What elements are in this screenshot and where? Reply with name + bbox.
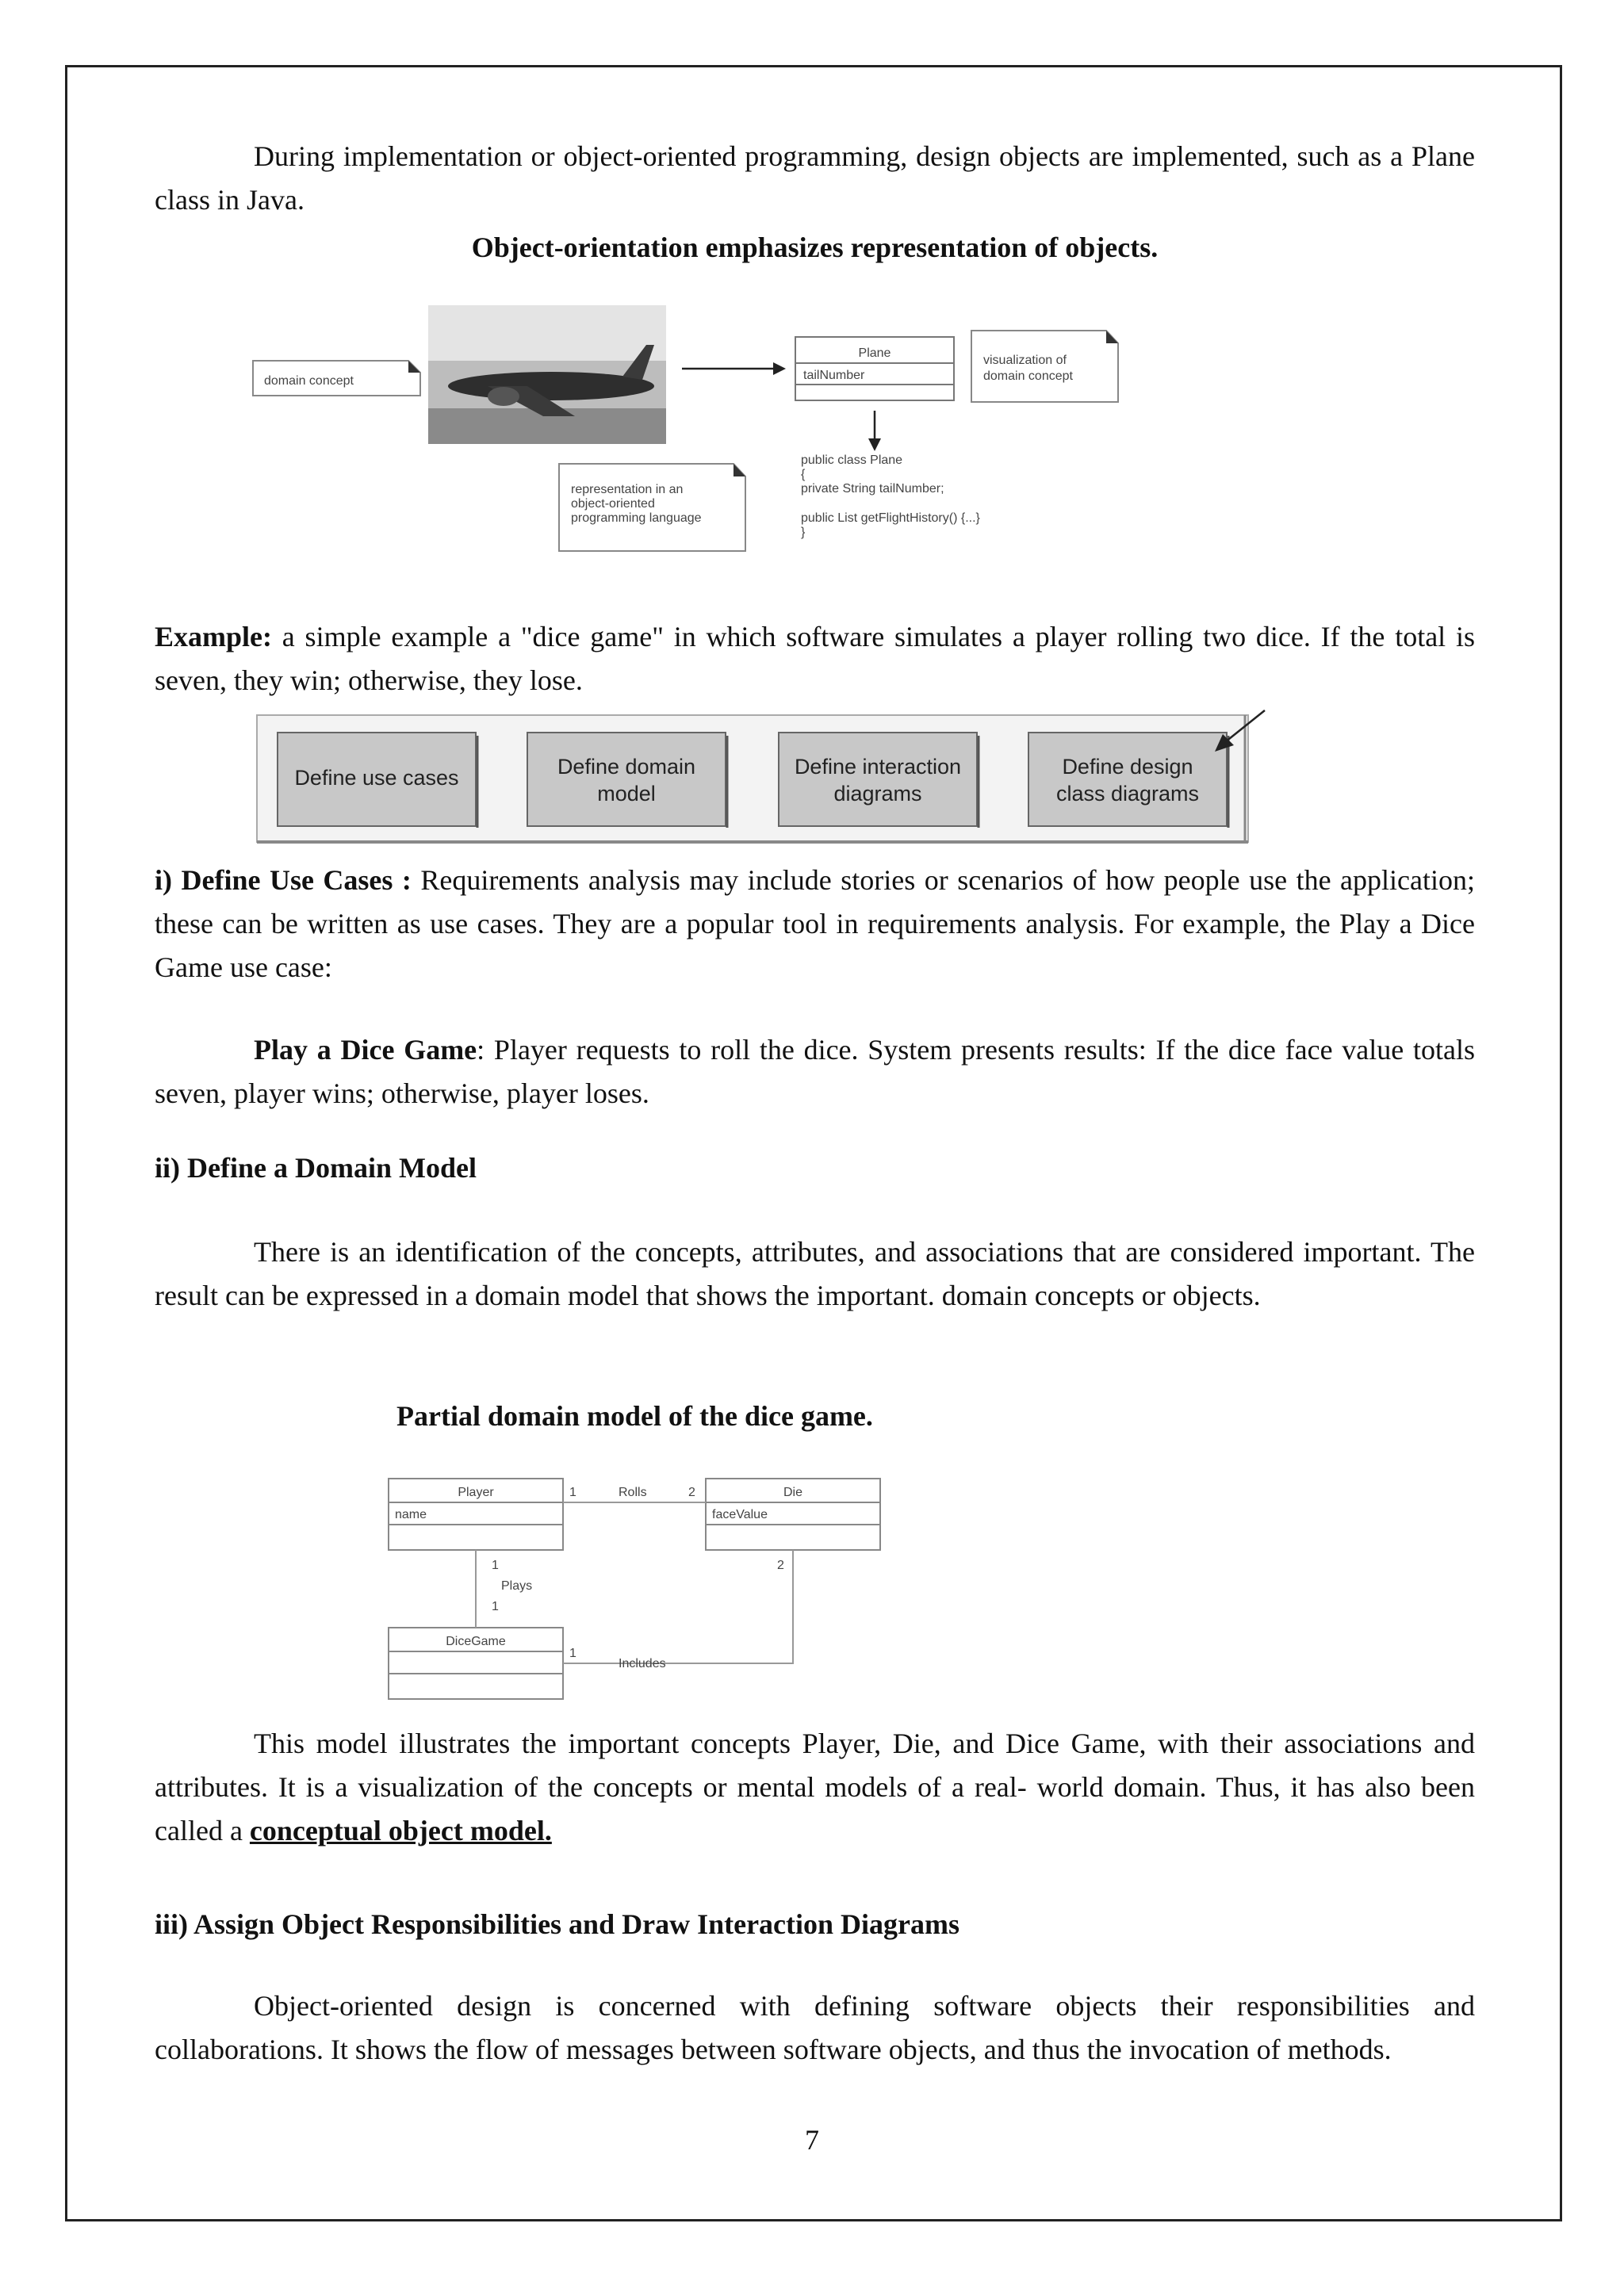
plays-multiplicity-game: 1 — [492, 1600, 499, 1613]
includes-multiplicity-game: 1 — [569, 1647, 576, 1660]
dicegame-class-name: DiceGame — [446, 1635, 506, 1648]
die-class-box — [706, 1479, 880, 1550]
code-line-1: public class Plane — [801, 453, 903, 467]
step-2-label-1: Define domain — [557, 755, 696, 779]
example-text: a simple example a "dice game" in which software simulates a player rolling two dice. If the total is seven, they win; otherwise, they lose. — [155, 621, 1475, 696]
rolls-multiplicity-player: 1 — [569, 1486, 576, 1499]
step-define-use-cases — [278, 733, 477, 828]
domain-concept-note — [253, 361, 420, 396]
page-number: 7 — [805, 2124, 819, 2156]
representation-label-2: object-oriented — [571, 497, 655, 511]
paragraph-play-dice-game — [155, 1028, 1475, 1115]
plays-multiplicity-player: 1 — [492, 1559, 499, 1572]
paragraph-example — [155, 615, 1475, 702]
code-line-5: } — [801, 526, 806, 539]
step-4-label-2: class diagrams — [1055, 782, 1200, 806]
step-3-label-2: diagrams — [833, 782, 922, 806]
paragraph-object-oriented-design: Object-oriented design is concerned with defining software objects their responsibilities and collaborations. It shows the flow of messages between software objects, and thus the invocation of methods. — [155, 1990, 1475, 2065]
section-1-label: i) Define Use Cases : — [155, 864, 412, 896]
visualization-label-1: visualization of — [983, 354, 1067, 367]
plane-class-box — [795, 337, 954, 400]
includes-multiplicity-die: 2 — [777, 1559, 784, 1572]
representation-label-1: representation in an — [571, 483, 684, 496]
conceptual-object-model-term: conceptual object model. — [249, 1815, 552, 1846]
paragraph-domain-model: There is an identification of the concepts, attributes, and associations that are considered important. The result can be expressed in a domain model that shows the important. domain concepts or objects. — [155, 1236, 1475, 1311]
step-2-label-2: model — [597, 782, 656, 806]
plays-label: Plays — [501, 1579, 533, 1593]
rolls-multiplicity-die: 2 — [688, 1486, 695, 1499]
plane-class-name: Plane — [858, 346, 891, 360]
plane-photo — [428, 305, 666, 444]
section-2-heading: ii) Define a Domain Model — [155, 1152, 477, 1184]
model-illustrates-text: This model illustrates the important concepts Player, Die, and Dice Game, with their associations and attributes. It is a visualization of the concepts or mental models of a real- world domain. Thus, it has also been called a — [155, 1728, 1475, 1846]
visualization-note — [971, 331, 1118, 402]
visualization-label-2: domain concept — [983, 369, 1073, 383]
process-steps-figure — [254, 704, 1285, 859]
step-4-label-1: Define design — [1062, 755, 1193, 779]
representation-label-3: programming language — [571, 511, 702, 525]
play-dice-game-text: : Player requests to roll the dice. System presents results: If the dice face value totals seven, player wins; otherwise, player loses. — [155, 1034, 1476, 1109]
code-line-4: public List getFlightHistory() {...} — [801, 511, 980, 525]
section-3-heading: iii) Assign Object Responsibilities and Draw Interaction Diagrams — [155, 1908, 960, 1940]
code-line-2: { — [801, 468, 806, 481]
java-code-snippet — [801, 453, 981, 539]
step-define-design-class-diagrams — [1028, 733, 1228, 828]
player-class-name: Player — [458, 1486, 494, 1499]
code-line-3: private String tailNumber; — [801, 482, 944, 496]
die-attr: faceValue — [712, 1508, 768, 1521]
paragraph-model-illustrates — [155, 1722, 1475, 1853]
figure-caption-domain-model: Partial domain model of the dice game. — [396, 1400, 873, 1432]
domain-model-diagram — [381, 1471, 888, 1709]
plane-figure — [250, 297, 1130, 559]
die-class-name: Die — [783, 1486, 803, 1499]
figure-caption-object-orientation: Object-orientation emphasizes representation of objects. — [471, 232, 1159, 263]
dicegame-class-box — [389, 1628, 563, 1699]
player-attr: name — [395, 1508, 427, 1521]
paragraph-define-use-cases — [155, 859, 1475, 989]
includes-association-line — [563, 1550, 793, 1663]
plane-class-attr: tailNumber — [803, 369, 865, 382]
representation-note — [559, 464, 745, 551]
rolls-label: Rolls — [619, 1486, 647, 1499]
step-define-interaction-diagrams — [779, 733, 979, 828]
domain-concept-label: domain concept — [264, 374, 354, 388]
step-1-label: Define use cases — [294, 766, 459, 790]
step-define-domain-model — [527, 733, 727, 828]
player-class-box — [389, 1479, 563, 1550]
step-3-label-1: Define interaction — [794, 755, 962, 779]
paragraph-implementation: During implementation or object-oriented programming, design objects are implemented, such as a Plane class in Java. — [155, 140, 1475, 216]
includes-label: Includes — [619, 1657, 666, 1670]
example-label: Example: — [155, 621, 272, 652]
play-dice-game-label: Play a Dice Game — [254, 1034, 477, 1066]
section-1-text: Requirements analysis may include stories or scenarios of how people use the application; these can be written as use cases. They are a popular tool in requirements analysis. For example, the Play a Dice Game use case: — [155, 864, 1475, 983]
